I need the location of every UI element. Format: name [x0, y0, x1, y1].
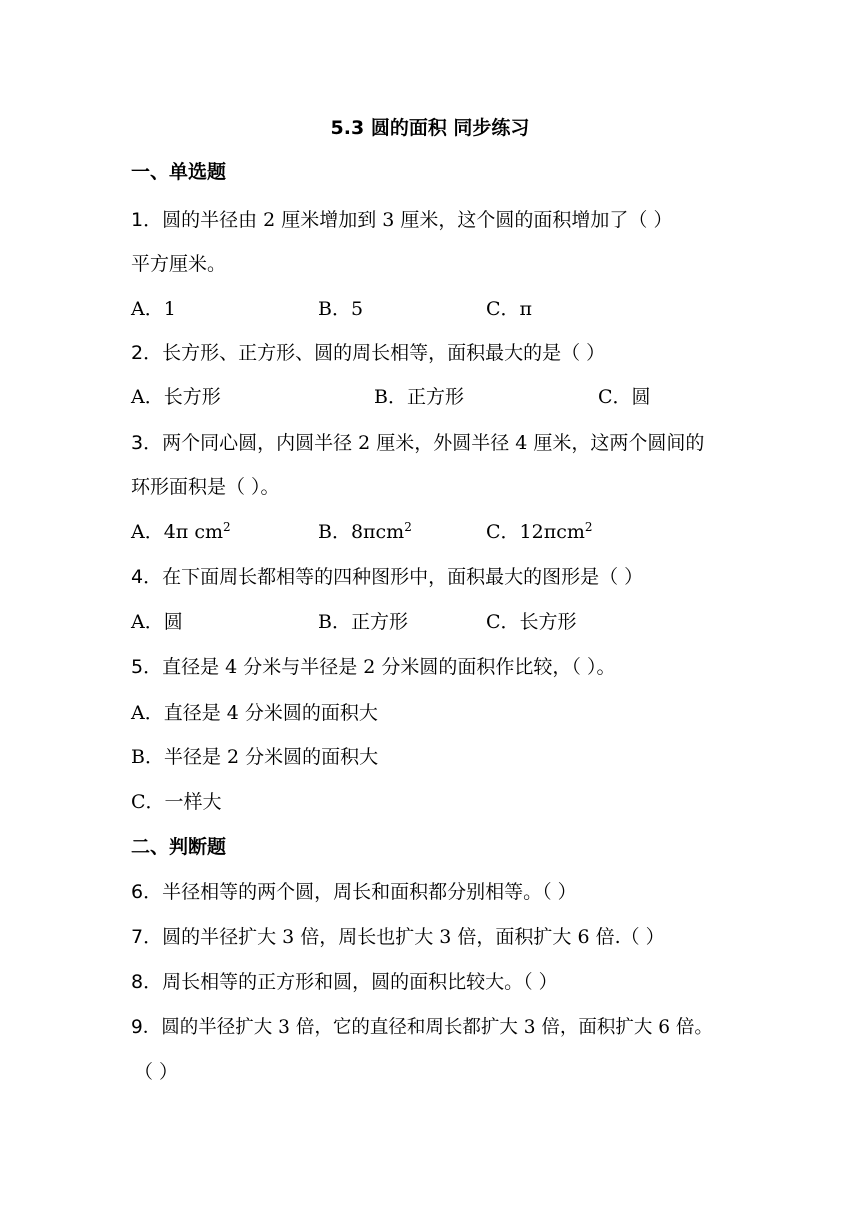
- question-3-option-c[interactable]: C．12πcm$^2$: [486, 520, 593, 543]
- question-number: 5．: [131, 656, 163, 678]
- question-text: 半径相等的两个圆，周长和面积都分别相等。（ ）: [162, 881, 577, 903]
- superscript-2: 2: [404, 520, 412, 534]
- question-3-option-b[interactable]: B．8πcm$^2$: [318, 520, 412, 543]
- question-1-option-b[interactable]: B．5: [318, 298, 364, 320]
- question-6: [131, 880, 577, 904]
- question-1-line-2: 平方厘米。: [131, 253, 227, 275]
- question-4-option-a[interactable]: A．圆: [131, 611, 183, 633]
- question-5-option-c[interactable]: C．一样大: [131, 791, 222, 813]
- question-2: [131, 341, 605, 365]
- superscript-2: 2: [223, 520, 231, 534]
- question-number: 7．: [131, 926, 163, 948]
- question-text: 在下面周长都相等的四种图形中，面积最大的图形是（ ）: [162, 566, 644, 588]
- superscript-2: 2: [584, 520, 593, 534]
- question-7: [131, 925, 665, 949]
- question-text: 圆的半径由 2 厘米增加到 3 厘米，这个圆的面积增加了（ ）: [162, 209, 673, 231]
- question-3-line-2: 环形面积是（ ）。: [131, 476, 280, 498]
- question-1-option-a[interactable]: A．1: [131, 298, 176, 320]
- question-text: 两个同心圆，内圆半径 2 厘米，外圆半径 4 厘米，这两个圆间的: [162, 432, 705, 454]
- question-number: 1．: [131, 209, 163, 231]
- question-text: 长方形、正方形、圆的周长相等，面积最大的是（ ）: [162, 342, 606, 364]
- question-number: 6．: [131, 881, 163, 903]
- question-4: [131, 565, 643, 589]
- question-5-option-a[interactable]: A．直径是 4 分米圆的面积大: [131, 702, 378, 724]
- question-number: 3．: [131, 432, 163, 454]
- question-9-answer-blank: （ ）: [134, 1061, 179, 1083]
- question-8: [131, 970, 558, 994]
- question-text: 周长相等的正方形和圆，圆的面积比较大。（ ）: [162, 971, 558, 993]
- section-heading-single-choice: 一、单选题: [131, 161, 227, 183]
- question-2-option-c[interactable]: C．圆: [598, 386, 651, 408]
- question-number: 8．: [131, 971, 163, 993]
- question-text: 圆的半径扩大 3 倍，它的直径和周长都扩大 3 倍，面积扩大 6 倍。: [161, 1017, 713, 1038]
- question-number: 9．: [131, 1017, 162, 1038]
- question-1-line-1: [131, 208, 672, 232]
- question-2-option-b[interactable]: B．正方形: [374, 386, 464, 408]
- question-text: 圆的半径扩大 3 倍，周长也扩大 3 倍，面积扩大 6 倍.（ ）: [162, 926, 665, 948]
- question-number: 2．: [131, 342, 163, 364]
- section-heading-true-false: 二、判断题: [131, 836, 227, 858]
- question-9-line-1: [131, 1016, 713, 1040]
- question-number: 4．: [131, 566, 163, 588]
- question-5: [131, 655, 615, 679]
- question-2-option-a[interactable]: A．长方形: [131, 386, 221, 408]
- question-1-option-c[interactable]: C．π: [486, 298, 533, 320]
- question-3-option-a[interactable]: A．4π $cm^2$: [131, 520, 231, 543]
- page-title: 5.3 圆的面积 同步练习: [330, 117, 530, 139]
- question-3-line-1: [131, 431, 704, 455]
- question-4-option-b[interactable]: B．正方形: [318, 611, 408, 633]
- question-text: 直径是 4 分米与半径是 2 分米圆的面积作比较，（ ）。: [162, 656, 616, 678]
- question-4-option-c[interactable]: C．长方形: [486, 611, 577, 633]
- question-5-option-b[interactable]: B．半径是 2 分米圆的面积大: [131, 746, 379, 768]
